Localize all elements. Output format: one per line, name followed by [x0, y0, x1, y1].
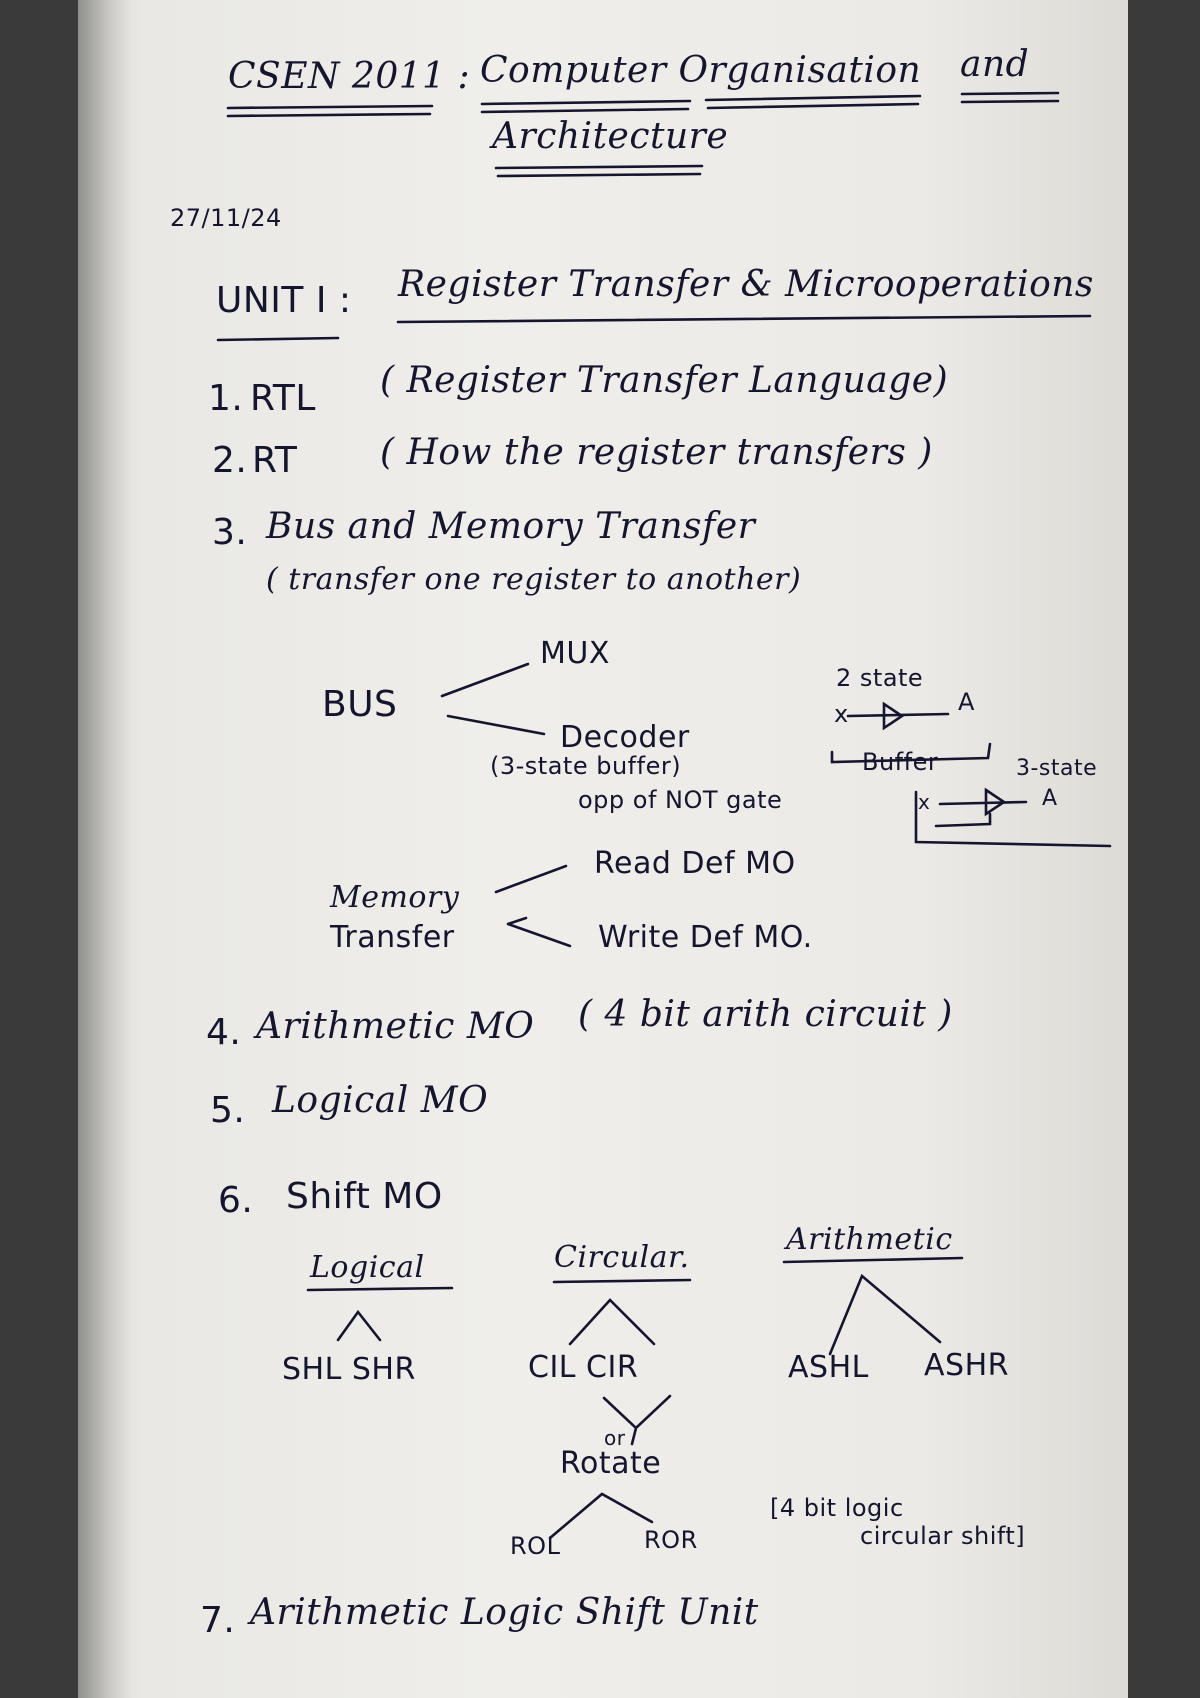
- circular-children: CIL CIR: [528, 1350, 639, 1385]
- logical-underline: [308, 1288, 452, 1290]
- course-title-and: and: [960, 44, 1030, 85]
- bus-decoder: Decoder: [560, 720, 690, 755]
- unit-title: Register Transfer & Microoperations: [398, 264, 1094, 305]
- item-3-num: 3.: [212, 512, 248, 553]
- shift-logical: Logical: [310, 1250, 425, 1285]
- bus-root: BUS: [322, 684, 398, 725]
- three-state-output: A: [1042, 786, 1058, 811]
- item-1-note: ( Register Transfer Language): [380, 360, 949, 401]
- memory-root-line2: Transfer: [330, 920, 455, 955]
- item-3-note: ( transfer one register to another): [266, 562, 802, 597]
- course-title-line1: Computer Organisation: [480, 50, 922, 91]
- organisation-underline: [706, 96, 920, 108]
- memory-read: Read Def MO: [594, 846, 796, 881]
- course-title-line2: Architecture: [492, 116, 729, 157]
- and-underline: [962, 93, 1058, 102]
- unit-title-underline: [398, 316, 1090, 322]
- or-label: or: [604, 1426, 626, 1450]
- two-state-output: A: [958, 688, 975, 716]
- item-6-text: Shift MO: [286, 1176, 443, 1217]
- bus-to-mux-line: [442, 664, 528, 696]
- shift-circular: Circular.: [554, 1240, 690, 1275]
- three-state-label: 3-state: [1016, 756, 1098, 781]
- buffer-label: Buffer: [862, 748, 939, 776]
- bus-mux: MUX: [540, 636, 610, 671]
- rotate-child-right: ROR: [644, 1526, 698, 1554]
- architecture-underline: [496, 166, 702, 176]
- shift-note-line2: circular shift]: [860, 1522, 1026, 1550]
- logical-children: SHL SHR: [282, 1352, 416, 1387]
- item-5-num: 5.: [210, 1090, 246, 1131]
- bus-to-decoder-line: [448, 716, 544, 734]
- unit-label-underline: [218, 338, 338, 340]
- item-5-text: Logical MO: [272, 1080, 489, 1121]
- rotate-tree-caret: [550, 1494, 652, 1538]
- circular-underline: [554, 1280, 690, 1282]
- arith-child-right: ASHR: [924, 1348, 1009, 1383]
- item-2-num: 2.: [212, 440, 248, 481]
- item-4-note: ( 4 bit arith circuit ): [578, 994, 953, 1035]
- computer-underline: [482, 101, 690, 112]
- item-3-text: Bus and Memory Transfer: [266, 506, 756, 547]
- item-6-num: 6.: [218, 1180, 254, 1221]
- two-state-label: 2 state: [836, 664, 924, 692]
- logical-tree-caret: [338, 1312, 380, 1340]
- decoder-note-2: opp of NOT gate: [578, 786, 783, 814]
- item-7-text: Arithmetic Logic Shift Unit: [250, 1592, 759, 1633]
- unit-label: UNIT I :: [216, 280, 352, 321]
- course-code-underline: [228, 106, 432, 116]
- rotate-label: Rotate: [560, 1446, 662, 1481]
- three-state-bracket: [916, 792, 1110, 846]
- item-4-text: Arithmetic MO: [256, 1006, 535, 1047]
- course-code: CSEN 2011 :: [228, 56, 471, 97]
- circular-tree-caret: [570, 1300, 654, 1344]
- item-1-num: 1.: [208, 378, 244, 419]
- shift-arithmetic: Arithmetic: [786, 1222, 953, 1257]
- date: 27/11/24: [170, 204, 282, 232]
- item-1-text: RTL: [250, 378, 316, 419]
- decoder-note-1: (3-state buffer): [490, 752, 682, 780]
- memory-write: Write Def MO.: [598, 920, 813, 955]
- arithmetic-underline: [784, 1258, 962, 1262]
- item-7-num: 7.: [200, 1600, 236, 1641]
- item-4-num: 4.: [206, 1012, 242, 1053]
- memory-root-line1: Memory: [330, 880, 460, 915]
- arith-child-left: ASHL: [788, 1350, 869, 1385]
- item-2-text: RT: [252, 440, 298, 481]
- rotate-child-left: ROL: [510, 1532, 561, 1560]
- three-state-input: x: [918, 790, 931, 814]
- item-2-note: ( How the register transfers ): [380, 432, 933, 473]
- arithmetic-tree-caret: [830, 1276, 940, 1354]
- shift-note-line1: [4 bit logic: [770, 1494, 904, 1522]
- two-state-input: x: [834, 700, 849, 728]
- memory-to-write-line: [508, 918, 570, 946]
- memory-to-read-line: [496, 866, 566, 892]
